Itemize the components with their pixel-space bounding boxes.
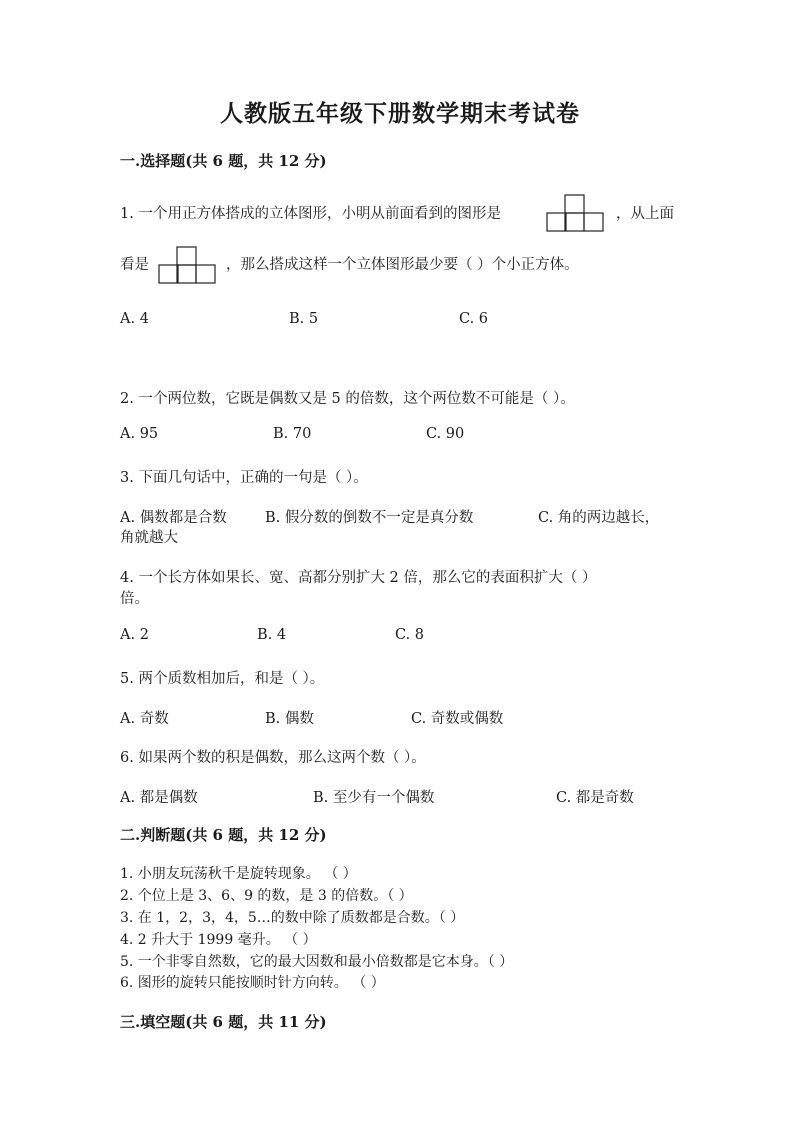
q2-option-a: A. 95	[120, 426, 159, 442]
q5-text: 5. 两个质数相加后，和是（ ）。	[120, 671, 325, 687]
q1-line1	[120, 202, 501, 223]
q5-option-b: B. 偶数	[265, 711, 314, 727]
top-view-figure-icon	[158, 246, 216, 284]
q3-option-a: A. 偶数都是合数	[120, 510, 227, 526]
section-heading-fill-blank: 三.填空题(共 6 题，共 11 分)	[120, 1013, 327, 1031]
q6-text: 6. 如果两个数的积是偶数，那么这两个数（ ）。	[120, 750, 426, 766]
judgment-item-3: 3. 在 1，2，3，4，5…的数中除了质数都是合数。（ ）	[120, 910, 465, 926]
judgment-item-5: 5. 一个非零自然数，它的最大因数和最小倍数都是它本身。（ ）	[120, 954, 514, 970]
q6-option-b: B. 至少有一个偶数	[313, 790, 435, 806]
q1-line2-tail: ，那么搭成这样一个立体图形最少要（ ）个小正方体。	[226, 257, 579, 273]
q3-option-b: B. 假分数的倒数不一定是真分数	[265, 510, 474, 526]
q4-line2: 倍。	[120, 591, 149, 607]
judgment-item-6: 6. 图形的旋转只能按顺时针方向转。 （ ）	[120, 975, 385, 991]
section-heading-choice: 一.选择题(共 6 题，共 12 分)	[120, 152, 327, 170]
q3-option-c: C. 角的两边越长，	[538, 510, 660, 526]
q2-text: 2. 一个两位数，它既是偶数又是 5 的倍数，这个两位数不可能是（ ）。	[120, 391, 575, 407]
judgment-item-1: 1. 小朋友玩荡秋千是旋转现象。 （ ）	[120, 866, 357, 882]
q5-option-c: C. 奇数或偶数	[411, 711, 504, 727]
q3-text: 3. 下面几句话中，正确的一句是（ ）。	[120, 470, 368, 486]
q1-option-a: A. 4	[120, 311, 149, 327]
q4-line1: 4. 一个长方体如果长、宽、高都分别扩大 2 倍，那么它的表面积扩大（ ）	[120, 570, 597, 586]
q2-option-b: B. 70	[273, 426, 312, 442]
q4-option-c: C. 8	[395, 627, 425, 643]
q4-option-a: A. 2	[120, 627, 149, 643]
q6-option-a: A. 都是偶数	[120, 790, 198, 806]
q1-option-b: B. 5	[289, 311, 319, 327]
q1-option-c: C. 6	[459, 311, 489, 327]
judgment-item-4: 4. 2 升大于 1999 毫升。 （ ）	[120, 932, 317, 948]
q3-option-c-continuation: 角就越大	[120, 530, 178, 546]
section-heading-judgment: 二.判断题(共 6 题，共 12 分)	[120, 826, 327, 844]
q1-text: 1. 一个用正方体搭成的立体图形，小明从前面看到的图形是	[120, 206, 501, 222]
q1-line2-head: 看是	[120, 257, 149, 273]
exam-title: 人教版五年级下册数学期末考试卷	[220, 100, 580, 127]
q5-option-a: A. 奇数	[120, 711, 169, 727]
front-view-figure-icon	[546, 194, 604, 232]
q6-option-c: C. 都是奇数	[556, 790, 634, 806]
q4-option-b: B. 4	[257, 627, 287, 643]
q1-line1-tail: ，从上面	[616, 206, 674, 222]
q2-option-c: C. 90	[426, 426, 465, 442]
judgment-item-2: 2. 个位上是 3、6、9 的数，是 3 的倍数。（ ）	[120, 888, 413, 904]
